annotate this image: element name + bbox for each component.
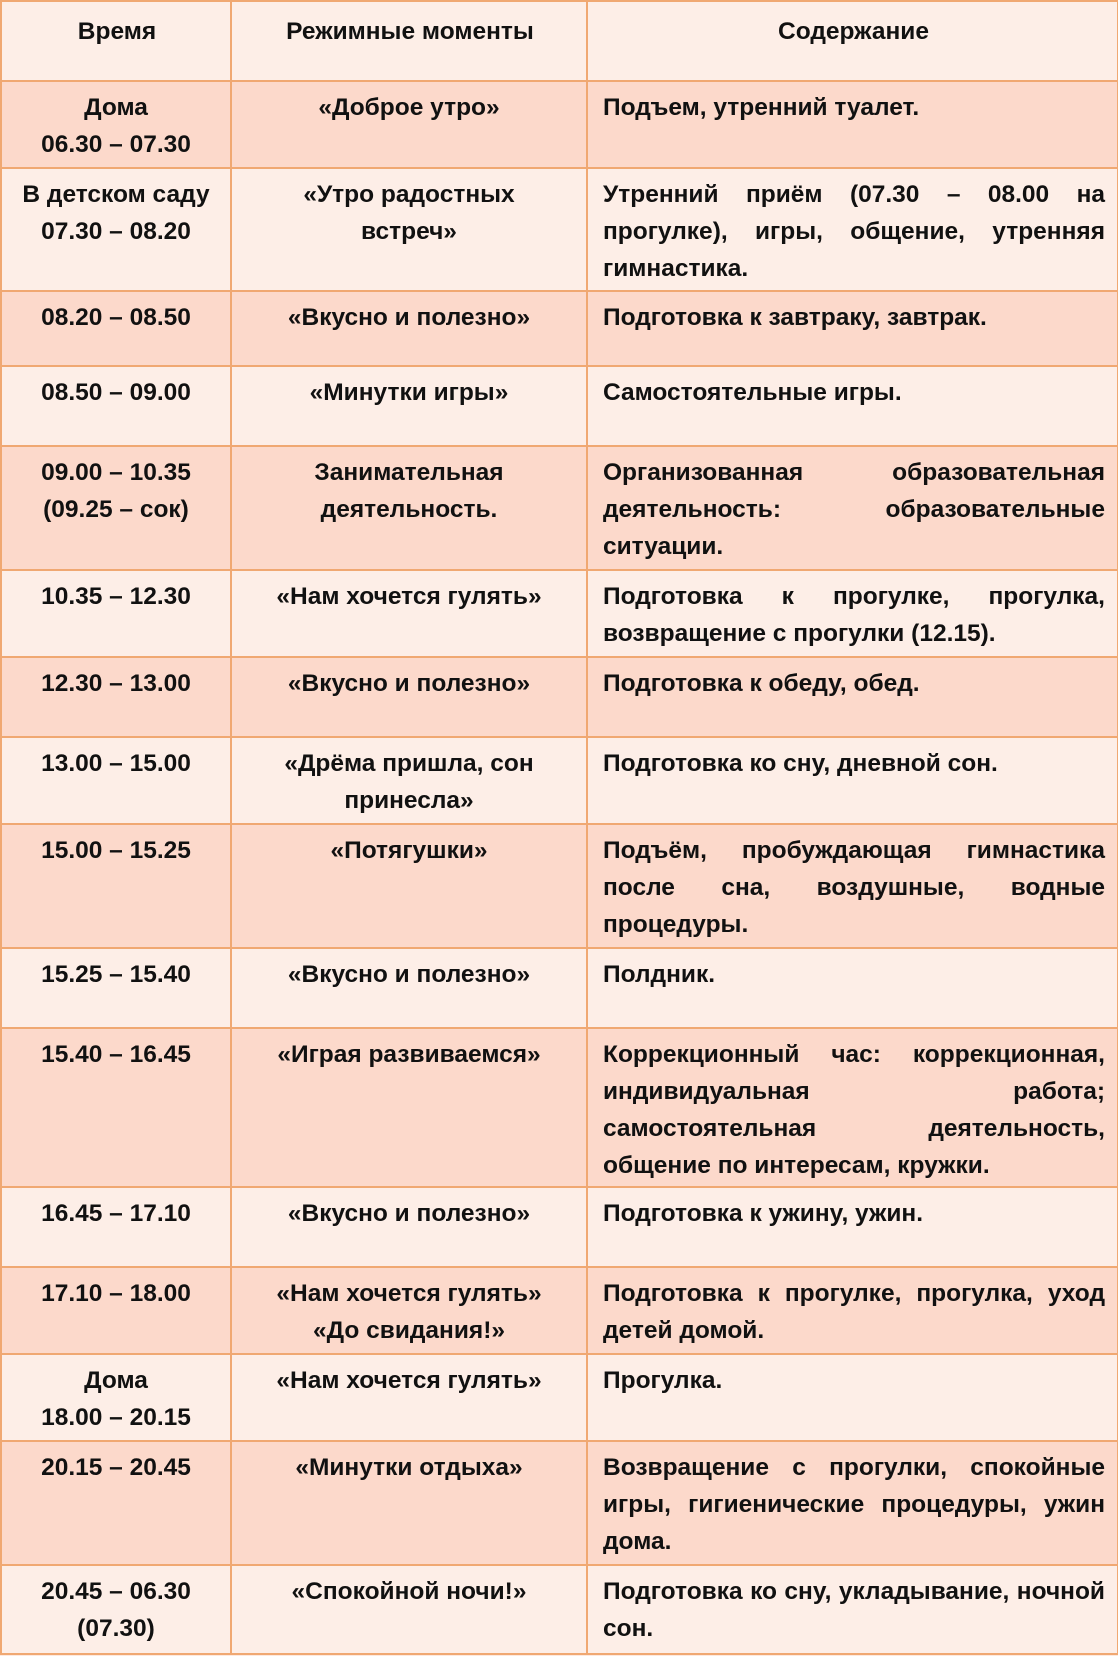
content-cell: Организованная образовательная деятельность: образовательные ситуации. bbox=[587, 446, 1118, 570]
content-cell: Подготовка ко сну, укладывание, ночной сон. bbox=[587, 1565, 1118, 1654]
time-text: 15.25 – 15.40 bbox=[41, 961, 191, 988]
time-text: 06.30 – 07.30 bbox=[41, 131, 191, 158]
content-cell: Подготовка к обеду, обед. bbox=[587, 657, 1118, 737]
moment-text: «Нам хочется гулять» bbox=[276, 583, 542, 610]
moment-text: «Вкусно и полезно» bbox=[287, 670, 531, 697]
moment-cell bbox=[231, 81, 587, 168]
header-content: Содержание bbox=[587, 1, 1118, 81]
moment-text: «Потягушки» bbox=[330, 837, 488, 864]
moment-text: «Дрёма пришла, сон bbox=[284, 750, 534, 777]
content-cell: Возвращение с прогулки, спокойные игры, гигиенические процедуры, ужин дома. bbox=[587, 1441, 1118, 1565]
table-row bbox=[1, 737, 1118, 824]
table-row bbox=[1, 168, 1118, 291]
content-cell: Подготовка к ужину, ужин. bbox=[587, 1187, 1118, 1267]
content-cell: Подъём, пробуждающая гимнастика после сна, воздушные, водные процедуры. bbox=[587, 824, 1118, 948]
content-cell: Подготовка к прогулке, прогулка, уход детей домой. bbox=[587, 1267, 1118, 1354]
time-text: 09.00 – 10.35 bbox=[41, 459, 191, 486]
content-cell: Прогулка. bbox=[587, 1354, 1118, 1441]
moment-text: «Нам хочется гулять» bbox=[276, 1280, 542, 1307]
table-row bbox=[1, 824, 1118, 948]
content-cell: Коррекционный час: коррекционная, индивидуальная работа; самостоятельная деятельность, общение по интересам, кружки. bbox=[587, 1028, 1118, 1187]
moment-text: «До свидания!» bbox=[312, 1317, 506, 1344]
time-cell bbox=[1, 570, 231, 657]
time-text: 07.30 – 08.20 bbox=[41, 218, 191, 245]
moment-cell bbox=[231, 168, 587, 291]
time-text: 15.00 – 15.25 bbox=[41, 837, 191, 864]
time-text: 16.45 – 17.10 bbox=[41, 1200, 191, 1227]
moment-cell bbox=[231, 1354, 587, 1441]
moment-cell bbox=[231, 824, 587, 948]
moment-cell bbox=[231, 291, 587, 366]
time-cell bbox=[1, 81, 231, 168]
moment-cell bbox=[231, 657, 587, 737]
time-text: (09.25 – сок) bbox=[43, 496, 189, 523]
header-row bbox=[1, 1, 1118, 81]
time-text: 15.40 – 16.45 bbox=[41, 1041, 191, 1068]
moment-cell bbox=[231, 737, 587, 824]
content-cell: Подготовка к прогулке, прогулка, возвращение с прогулки (12.15). bbox=[587, 570, 1118, 657]
moment-cell bbox=[231, 366, 587, 446]
table-row bbox=[1, 291, 1118, 366]
content-cell: Полдник. bbox=[587, 948, 1118, 1028]
time-text: 12.30 – 13.00 bbox=[41, 670, 191, 697]
moment-text: Занимательная bbox=[314, 459, 504, 486]
time-cell bbox=[1, 168, 231, 291]
time-cell bbox=[1, 1441, 231, 1565]
moment-cell bbox=[231, 1441, 587, 1565]
moment-text: встреч» bbox=[361, 218, 457, 245]
moment-text: «Спокойной ночи!» bbox=[291, 1578, 527, 1605]
time-cell bbox=[1, 657, 231, 737]
time-text: (07.30) bbox=[77, 1615, 155, 1642]
moment-text: «Нам хочется гулять» bbox=[276, 1367, 542, 1394]
time-text: 08.20 – 08.50 bbox=[41, 304, 191, 331]
time-cell bbox=[1, 1187, 231, 1267]
moment-text: «Играя развиваемся» bbox=[277, 1041, 541, 1068]
header-moment: Режимные моменты bbox=[231, 1, 587, 81]
content-cell: Самостоятельные игры. bbox=[587, 366, 1118, 446]
moment-cell bbox=[231, 1267, 587, 1354]
time-cell bbox=[1, 737, 231, 824]
table-row bbox=[1, 446, 1118, 570]
moment-cell bbox=[231, 1187, 587, 1267]
time-text: Дома bbox=[84, 1367, 148, 1394]
table-row bbox=[1, 1441, 1118, 1565]
time-cell bbox=[1, 446, 231, 570]
time-text: 10.35 – 12.30 bbox=[41, 583, 191, 610]
schedule-body bbox=[1, 81, 1118, 1654]
moment-text: «Вкусно и полезно» bbox=[287, 1200, 531, 1227]
moment-text: деятельность. bbox=[320, 496, 498, 523]
time-text: В детском саду bbox=[22, 181, 210, 208]
moment-cell bbox=[231, 446, 587, 570]
moment-cell bbox=[231, 948, 587, 1028]
content-cell: Подготовка к завтраку, завтрак. bbox=[587, 291, 1118, 366]
table-row bbox=[1, 570, 1118, 657]
table-row bbox=[1, 657, 1118, 737]
moment-text: «Вкусно и полезно» bbox=[287, 961, 531, 988]
time-cell bbox=[1, 1354, 231, 1441]
table-row bbox=[1, 1267, 1118, 1354]
moment-cell bbox=[231, 570, 587, 657]
table-row bbox=[1, 948, 1118, 1028]
moment-text: «Утро радостных bbox=[303, 181, 515, 208]
moment-text: принесла» bbox=[344, 787, 474, 814]
moment-text: «Доброе утро» bbox=[318, 94, 500, 121]
table-row bbox=[1, 1187, 1118, 1267]
time-text: 20.45 – 06.30 bbox=[41, 1578, 191, 1605]
content-cell: Утренний приём (07.30 – 08.00 на прогулке), игры, общение, утренняя гимнастика. bbox=[587, 168, 1118, 291]
table-row bbox=[1, 366, 1118, 446]
time-cell bbox=[1, 1565, 231, 1654]
time-text: Дома bbox=[84, 94, 148, 121]
moment-cell bbox=[231, 1565, 587, 1654]
time-text: 17.10 – 18.00 bbox=[41, 1280, 191, 1307]
table-row bbox=[1, 1354, 1118, 1441]
moment-text: «Вкусно и полезно» bbox=[287, 304, 531, 331]
moment-cell bbox=[231, 1028, 587, 1187]
time-cell bbox=[1, 1028, 231, 1187]
table-row bbox=[1, 1028, 1118, 1187]
table-row bbox=[1, 81, 1118, 168]
moment-text: «Минутки игры» bbox=[309, 379, 509, 406]
content-cell: Подготовка ко сну, дневной сон. bbox=[587, 737, 1118, 824]
time-text: 13.00 – 15.00 bbox=[41, 750, 191, 777]
header-time: Время bbox=[1, 1, 231, 81]
time-cell bbox=[1, 948, 231, 1028]
time-text: 08.50 – 09.00 bbox=[41, 379, 191, 406]
table-row bbox=[1, 1565, 1118, 1654]
moment-text: «Минутки отдыха» bbox=[295, 1454, 523, 1481]
content-cell: Подъем, утренний туалет. bbox=[587, 81, 1118, 168]
time-text: 18.00 – 20.15 bbox=[41, 1404, 191, 1431]
time-cell bbox=[1, 366, 231, 446]
time-cell bbox=[1, 1267, 231, 1354]
time-cell bbox=[1, 824, 231, 948]
time-text: 20.15 – 20.45 bbox=[41, 1454, 191, 1481]
time-cell bbox=[1, 291, 231, 366]
